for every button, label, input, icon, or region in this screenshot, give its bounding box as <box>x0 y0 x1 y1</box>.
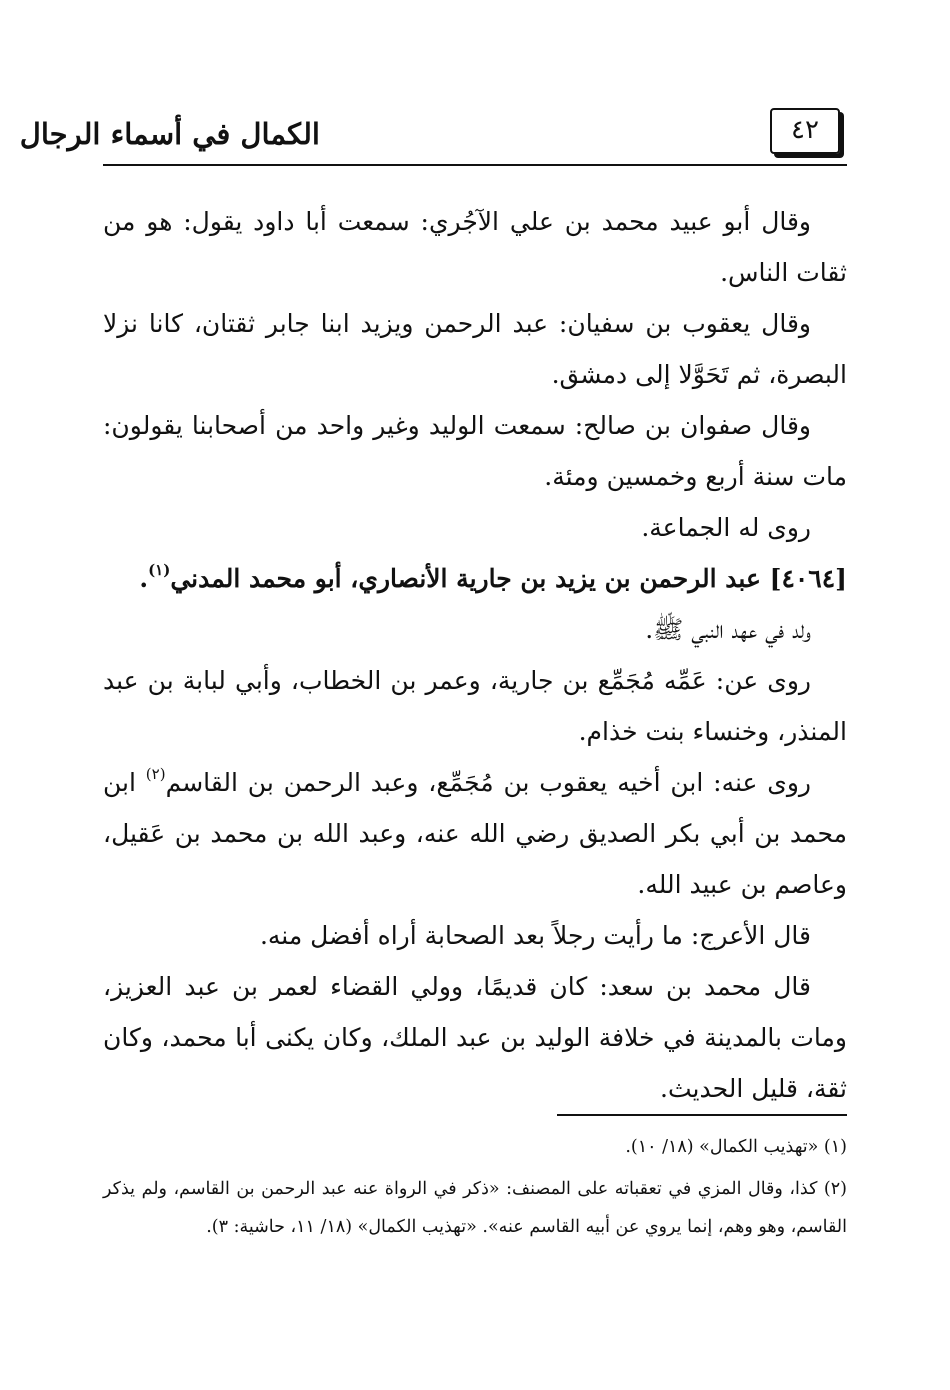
paragraph-ajurri: وقال أبو عبيد محمد بن علي الآجُري: سمعت أبا داود يقول: هو من ثقات الناس. <box>103 207 847 287</box>
footnote-2: (٢) كذا، وقال المزي في تعقباته على المصنف: «ذكر في الرواة عنه عبد الرحمن بن القاسم، ولم يذكر القاسم، وهو وهم، إنما يروي عن أبيه القاسم عنه». «تهذيب الكمال» (١٨/ ١١، حاشية: ٣). <box>103 1179 847 1237</box>
narrators-text-end: ابن محمد بن أبي بكر الصديق رضي الله عنه، وعبد الله بن محمد بن عَقيل، وعاصم بن عبيد الله. <box>103 768 847 899</box>
footnote-ref-2: (٢) <box>145 765 166 783</box>
running-title: الكمال في أسماء الرجال <box>19 117 320 151</box>
paragraph-safwan-ibn-salih: وقال صفوان بن صالح: سمعت الوليد وغير واحد من أصحابنا يقولون: مات سنة أربع وخمسين ومئة. <box>103 411 847 491</box>
paragraph-al-araj: قال الأعرج: ما رأيت رجلاً بعد الصحابة أراه أفضل منه. <box>259 921 811 950</box>
paragraph-birth: ولد في عهد النبي ﷺ. <box>645 615 811 644</box>
header-divider <box>103 164 847 166</box>
biography-entry-heading <box>103 553 847 604</box>
main-text <box>103 196 847 1114</box>
page-header <box>0 0 950 170</box>
page-number: ٤٢ <box>770 108 840 154</box>
entry-heading-end: . <box>139 564 149 593</box>
footnotes-section <box>103 1128 847 1250</box>
paragraph-narrated-by-group: روى له الجماعة. <box>641 513 811 542</box>
footnote-divider <box>557 1114 847 1116</box>
narrators-text-start: روى عنه: ابن أخيه يعقوب بن مُجَمِّع، وعبد الرحمن بن القاسم <box>165 768 812 797</box>
footnote-1: (١) «تهذيب الكمال» (١٨/ ١٠). <box>625 1137 847 1157</box>
entry-heading-text: [٤٠٦٤] عبد الرحمن بن يزيد بن جارية الأنصاري، أبو محمد المدني <box>170 564 847 593</box>
paragraph-narrators-from-him <box>103 757 847 910</box>
paragraph-yaqub-ibn-sufyan: وقال يعقوب بن سفيان: عبد الرحمن ويزيد ابنا جابر ثقتان، كانا نزلا البصرة، ثم تَحَوَّلا إلى دمشق. <box>103 309 847 389</box>
footnote-ref-1: (١) <box>148 561 171 579</box>
paragraph-narrated-from: روى عن: عَمِّه مُجَمِّع بن جارية، وعمر بن الخطاب، وأبي لبابة بن عبد المنذر، وخنساء بنت خذام. <box>103 666 847 746</box>
paragraph-ibn-sad: قال محمد بن سعد: كان قديمًا، وولي القضاء لعمر بن عبد العزيز، ومات بالمدينة في خلافة الوليد بن عبد الملك، وكان يكنى أبا محمد، وكان ثقة، قليل الحديث. <box>103 972 847 1103</box>
